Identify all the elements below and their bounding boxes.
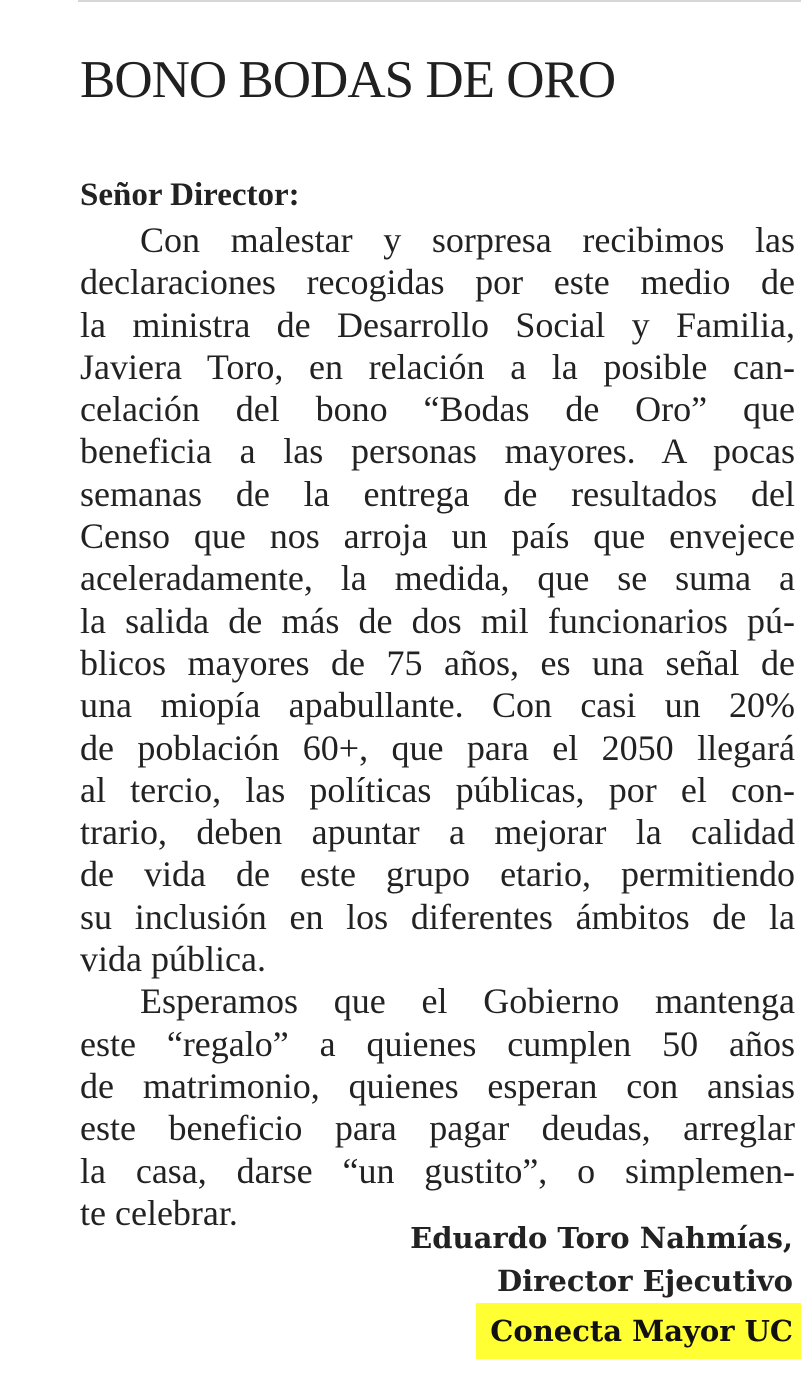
body-line: Esperamos que el Gobierno mantenga: [140, 981, 795, 1022]
signature-role: Director Ejecutivo: [496, 1264, 793, 1298]
body-line: vida pública.: [80, 939, 266, 980]
body-line: Con malestar y sorpresa recibimos las: [140, 220, 795, 260]
body-line: declaraciones recogidas por este medio de: [80, 262, 795, 303]
body-line: te celebrar.: [80, 1192, 238, 1233]
body-line: aceleradamente, la medida, que se suma a: [80, 558, 795, 599]
signature-block: [273, 1217, 793, 1359]
body-line: este beneficio para pagar deudas, arreglar: [80, 1108, 795, 1149]
body-line: su inclusión en los diferentes ámbitos de la: [80, 896, 795, 937]
body-line: blicos mayores de 75 años, es una señal de: [80, 642, 795, 683]
body-line: Censo que nos arroja un país que envejece: [80, 516, 795, 557]
signature-name: Eduardo Toro Nahmías,: [410, 1221, 793, 1255]
body-line: trario, deben apuntar a mejorar la calidad: [80, 812, 795, 853]
body-line: celación del bono “Bodas de Oro” que: [80, 389, 795, 430]
letter-title: BONO BODAS DE ORO: [80, 51, 616, 109]
body-line: de vida de este grupo etario, permitiendo: [80, 854, 795, 895]
top-divider: [78, 0, 801, 2]
body-line: al tercio, las políticas públicas, por el con-: [80, 769, 795, 810]
body-line: de matrimonio, quienes esperan con ansias: [80, 1065, 795, 1106]
body-line: semanas de la entrega de resultados del: [80, 473, 795, 514]
body-line: de población 60+, que para el 2050 llegará: [80, 727, 795, 768]
body-line: una miopía apabullante. Con casi un 20%: [80, 685, 795, 726]
body-line: este “regalo” a quienes cumplen 50 años: [80, 1023, 795, 1064]
signature-organization: Conecta Mayor UC: [476, 1303, 801, 1359]
letter-body: [80, 219, 795, 1234]
salutation: Señor Director:: [80, 177, 300, 213]
body-line: la salida de más de dos mil funcionarios pú-: [80, 600, 795, 641]
body-line: la casa, darse “un gustito”, o simplemen-: [80, 1150, 795, 1191]
body-line: Javiera Toro, en relación a la posible can-: [80, 346, 795, 387]
signature-organization-row: [273, 1303, 793, 1359]
body-line: la ministra de Desarrollo Social y Familia,: [80, 304, 795, 345]
body-line: beneficia a las personas mayores. A pocas: [80, 431, 795, 472]
